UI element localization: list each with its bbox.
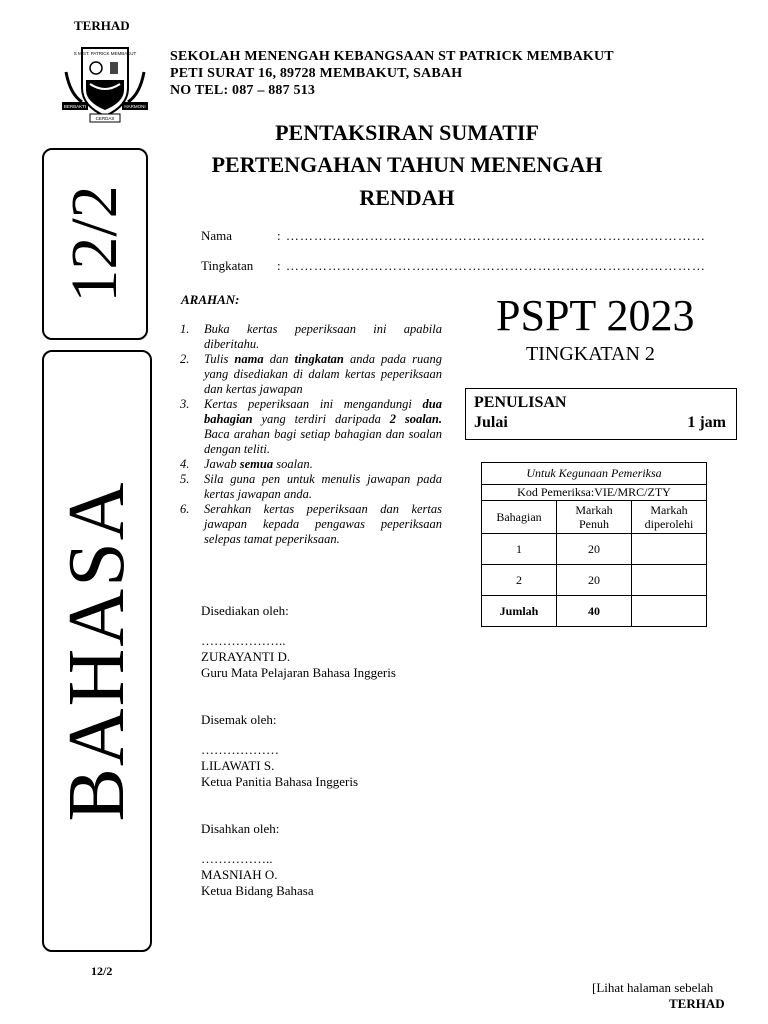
instruction-number: 4. [180,457,190,471]
signature-approved [201,821,314,899]
signature-dots: ……………… [201,742,279,757]
signature-role: Guru Mata Pelajaran Bahasa Inggeris [201,665,396,680]
instruction-number: 1. [180,322,190,336]
instruction-number: 5. [180,472,190,486]
paper-type: PENULISAN [474,394,567,411]
instruction-item [180,502,442,547]
examiner-code: Kod Pemeriksa:VIE/MRC/ZTY [482,485,707,501]
instruction-bold-text: semua [239,457,274,471]
instruction-number: 6. [180,502,190,516]
instruction-text-part: soalan. [273,457,313,471]
exam-name: PSPT 2023 [496,291,695,340]
footer-next-page: [Lihat halaman sebelah [592,980,714,995]
school-name: SEKOLAH MENENGAH KEBANGSAAN ST PATRICK MEMBAKUT [170,49,614,64]
instruction-text-part: Jawab [204,457,240,471]
examiner-table-title: Untuk Kegunaan Pemeriksa [482,463,707,485]
name-label: Nama [201,228,233,243]
row-bahagian: 2 [482,565,557,596]
class-label: Tingkatan [201,258,254,273]
signature-dots: …………….. [201,851,273,866]
exam-duration: 1 jam [687,414,726,431]
instruction-text-part: Sila guna pen untuk menulis jawapan pada kertas jawapan anda. [204,472,442,501]
signature-role: Ketua Panitia Bahasa Inggeris [201,774,359,789]
instruction-text-part: dan [263,352,295,366]
total-markah-penuh: 40 [557,596,632,627]
signature-label: Disediakan oleh: [201,603,289,618]
instruction-text [204,352,442,397]
classification-bottom: TERHAD [669,996,725,1011]
total-markah-diperolehi[interactable] [632,596,707,627]
row-bahagian: 1 [482,534,557,565]
instruction-text [204,322,442,352]
instruction-text-part: yang terdiri daripada [252,412,390,426]
crest-top-text: S M ST. PATRICK MEMBAKUT [73,51,137,56]
paper-code-vertical: 12/2 [58,185,131,303]
title-line-2: PERTENGAHAN TAHUN MENENGAH [211,152,603,177]
instruction-text [204,397,442,457]
school-header [170,48,614,99]
signature-label: Disahkan oleh: [201,821,280,836]
class-field-dots[interactable]: : ……………………………………………………………………………… [277,258,706,273]
crest-right-text: HARMONI [124,104,146,109]
name-field-dots[interactable]: : ……………………………………………………………………………… [277,228,706,243]
col-header-bahagian: Bahagian [482,501,557,534]
instruction-text-part: Buka kertas peperiksaan ini apabila diberitahu. [204,322,442,351]
instruction-text-part: Kertas peperiksaan ini mengandungi [204,397,423,411]
instructions-list [180,322,442,547]
title-line-3: RENDAH [359,185,455,210]
school-address: PETI SURAT 16, 89728 MEMBAKUT, SABAH [170,66,463,81]
class-field-row[interactable] [201,258,706,274]
instruction-item [180,472,442,502]
col-header-markah-diperolehi: Markah diperolehi [632,501,707,534]
signature-name: ZURAYANTI D. [201,649,291,664]
instruction-text [204,457,442,472]
signature-role: Ketua Bidang Bahasa [201,883,314,898]
crest-bottom-text: CERDAS [95,116,115,121]
subject-box [42,350,152,952]
footer-paper-code: 12/2 [91,964,113,978]
name-field-row[interactable] [201,228,706,244]
instruction-bold-text: dua bahagian [204,397,442,426]
paper-code-box [42,148,148,340]
instruction-text [204,472,442,502]
instruction-item [180,397,442,457]
table-total-row [482,596,707,627]
total-label: Jumlah [482,596,557,627]
crest-left-text: BERBAKTI [63,104,87,109]
table-row [482,534,707,565]
instruction-text [204,502,442,547]
paper-info-box [465,388,737,440]
instruction-text-part: anda pada ruang yang disediakan di dalam kertas peperiksaan dan kertas jawapan [204,352,443,396]
instruction-bold-text: tingkatan [294,352,344,366]
instruction-item [180,352,442,397]
instruction-bold-text: nama [234,352,264,366]
row-markah-penuh: 20 [557,565,632,596]
school-crest-logo [60,44,150,124]
signature-dots: ……………….. [201,633,286,648]
col-header-markah-penuh: Markah Penuh [557,501,632,534]
exam-level: TINGKATAN 2 [526,343,655,365]
exam-month: Julai [474,414,508,431]
table-row [482,565,707,596]
title-line-1: PENTAKSIRAN SUMATIF [275,120,539,145]
classification-top: TERHAD [74,18,130,33]
signature-reviewed [201,712,358,790]
row-markah-diperolehi[interactable] [632,534,707,565]
instruction-number: 3. [180,397,190,411]
instruction-bold-text: 2 soalan. [389,412,442,426]
row-markah-diperolehi[interactable] [632,565,707,596]
subject-vertical: BAHASA [53,480,141,822]
signature-name: LILAWATI S. [201,758,275,773]
instruction-item [180,322,442,352]
signature-label: Disemak oleh: [201,712,277,727]
signature-name: MASNIAH O. [201,867,278,882]
school-phone: NO TEL: 087 – 887 513 [170,83,316,98]
instruction-number: 2. [180,352,190,366]
examiner-table [481,462,707,627]
instruction-item [180,457,442,472]
instruction-text-part: Tulis [204,352,235,366]
signature-prepared [201,603,396,681]
instructions-heading: ARAHAN: [181,292,240,307]
instruction-text-part: Serahkan kertas peperiksaan dan kertas jawapan kepada pengawas peperiksaan selepas tamat peperiksaan. [204,502,442,546]
instruction-text-part: Baca arahan bagi setiap bahagian dan soalan dengan teliti. [204,427,442,456]
row-markah-penuh: 20 [557,534,632,565]
